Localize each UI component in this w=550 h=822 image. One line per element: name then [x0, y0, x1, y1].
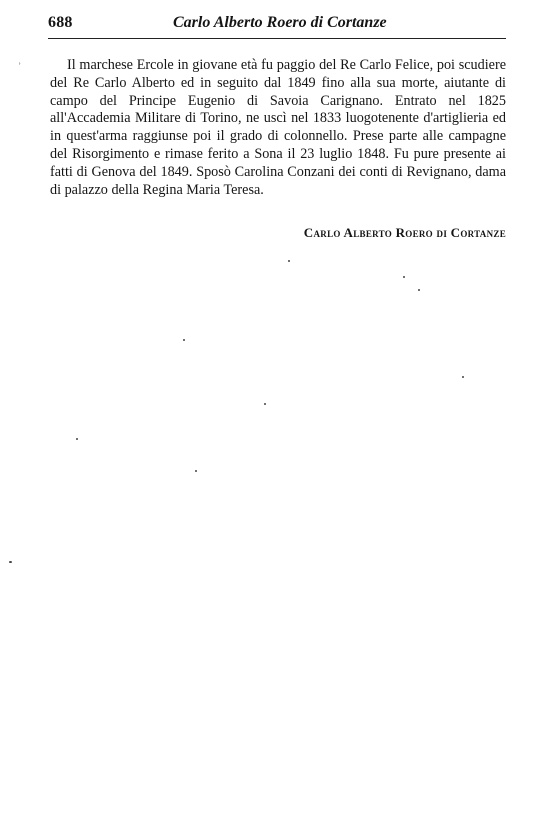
scan-speck: [76, 438, 78, 440]
margin-mark: ʾ: [18, 62, 22, 73]
scan-speck: [288, 260, 290, 262]
scan-speck: [195, 470, 197, 472]
body-paragraph: Il marchese Ercole in giovane età fu paggio del Re Carlo Felice, poi scudiere del Re Carlo Alberto ed in seguito dal 1849 fino alla sua morte, aiutante di campo del Principe Eugenio di Savoia Carignano. Entrato nel 1825 all'Accademia Militare di Torino, ne uscì nel 1833 luogotenente d'artiglieria ed in quest'arma raggiunse poi il grado di colonnello. Prese parte alle campagne del Risorgimento e rimase ferito a Sona il 23 luglio 1848. Fu pure presente ai fatti di Genova del 1849. Sposò Carolina Conzani dei conti di Revignano, dama di palazzo della Regina Maria Teresa.: [50, 57, 506, 198]
scan-speck: [9, 561, 12, 563]
page-number: 688: [48, 14, 73, 31]
page-header: [48, 12, 504, 34]
scan-speck: [403, 276, 405, 278]
scan-speck: [418, 289, 420, 291]
scan-speck: [462, 376, 464, 378]
scan-speck: [264, 403, 266, 405]
signature: Carlo Alberto Roero di Cortanze: [303, 225, 506, 240]
header-rule: [48, 38, 506, 39]
running-title: Carlo Alberto Roero di Cortanze: [173, 14, 387, 31]
scan-speck: [183, 339, 185, 341]
